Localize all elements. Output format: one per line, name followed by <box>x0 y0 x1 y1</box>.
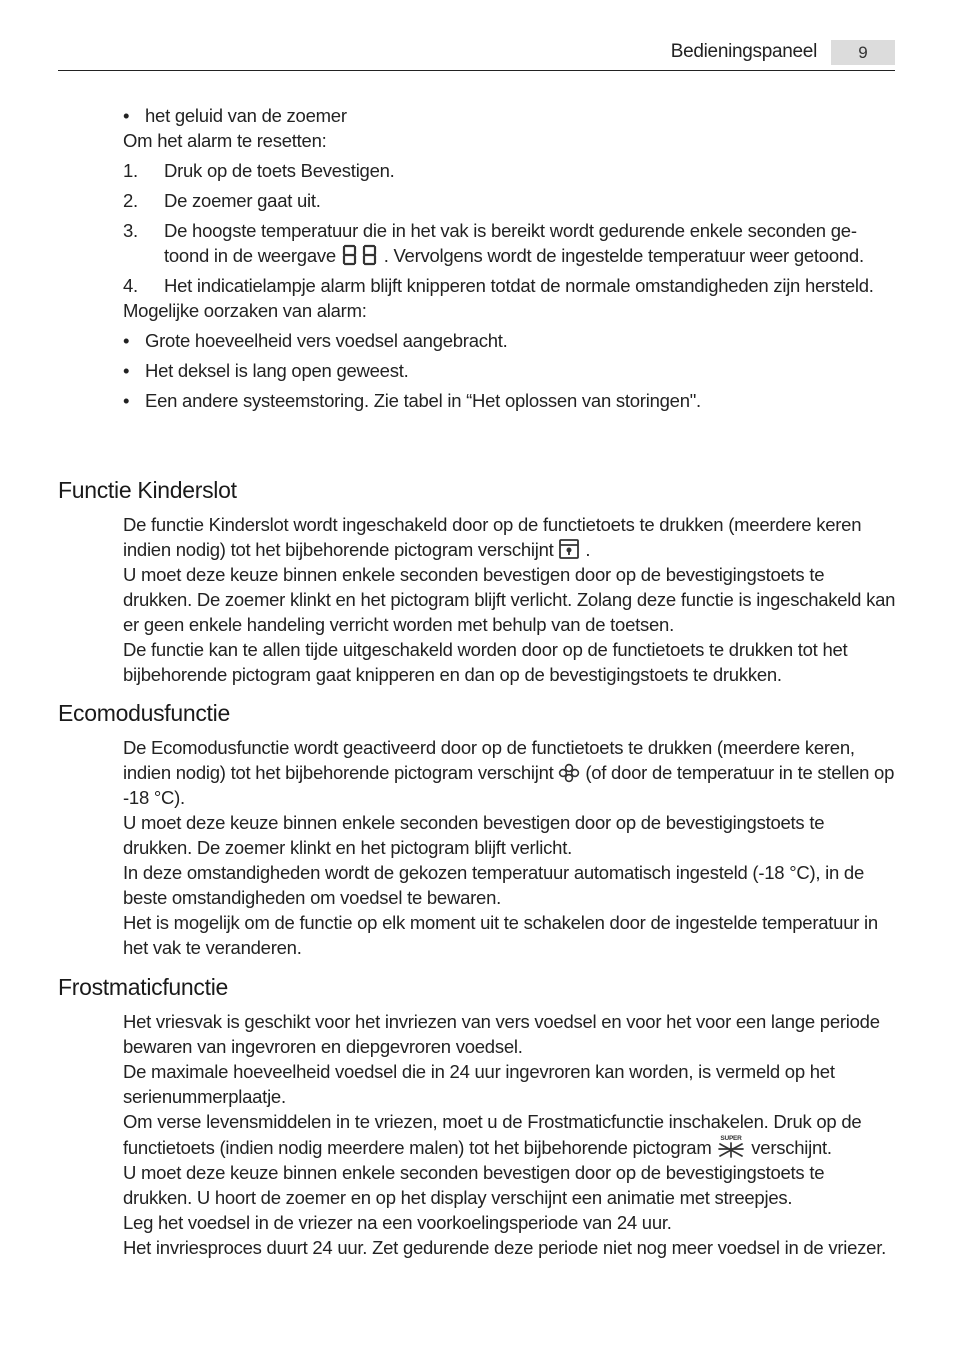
causes-intro: Mogelijke oorzaken van alarm: <box>123 300 367 321</box>
display-88-icon <box>341 244 379 266</box>
step-item <box>123 273 895 298</box>
step-number: 1. <box>123 160 138 181</box>
step-text: De zoemer gaat uit. <box>164 190 321 211</box>
section-title-kinderslot: Functie Kinderslot <box>58 477 237 503</box>
paragraph-text: De functie Kinderslot wordt ingeschakeld door op de functietoets te drukken (meerdere keren indien nodig) tot het bijbehorende pictogram verschijnt <box>123 514 862 560</box>
step-number: 2. <box>123 190 138 211</box>
list-item <box>123 103 895 128</box>
eco-flower-icon <box>558 763 580 783</box>
paragraph-text-end: . <box>585 539 591 560</box>
paragraph <box>123 735 898 810</box>
section-body-ecomodus <box>123 735 898 960</box>
step-text: Druk op de toets Bevestigen. <box>164 160 395 181</box>
section-body-frostmatic <box>123 1009 898 1260</box>
paragraph: Het invriesproces duurt 24 uur. Zet gedurende deze periode niet nog meer voedsel in de vriezer. <box>123 1237 886 1258</box>
list-item-text: het geluid van de zoemer <box>145 105 347 126</box>
step-item <box>123 188 895 213</box>
step-text: Het indicatielampje alarm blijft knipperen totdat de normale omstandigheden zijn hersteld. <box>164 275 874 296</box>
step-number: 4. <box>123 275 138 296</box>
list-item-text: Grote hoeveelheid vers voedsel aangebracht. <box>145 330 508 351</box>
paragraph: U moet deze keuze binnen enkele seconden bevestigen door op de bevestigingstoets te drukken. U hoort de zoemer en op het display verschijnt een animatie met streepjes. <box>123 1162 825 1208</box>
bullet-icon: • <box>123 105 130 126</box>
paragraph: De maximale hoeveelheid voedsel die in 24 uur ingevroren kan worden, is vermeld op het serienummerplaatje. <box>123 1061 835 1107</box>
paragraph: U moet deze keuze binnen enkele seconden bevestigen door op de bevestigingstoets te drukken. De zoemer klinkt en het pictogram blijft verlicht. <box>123 812 825 858</box>
step-item <box>123 158 895 183</box>
step-text: De hoogste temperatuur die in het vak is bereikt wordt gedurende enkele seconden getoond in de weergave <box>164 220 857 266</box>
paragraph: De functie kan te allen tijde uitgeschakeld worden door op de functietoets te drukken tot het bijbehorende pictogram gaat knipperen en dan op de bevestigingstoets te drukken. <box>123 639 848 685</box>
super-label: SUPER <box>720 1135 742 1142</box>
list-item-text: Een andere systeemstoring. Zie tabel in “Het oplossen van storingen". <box>145 390 701 411</box>
bullet-icon: • <box>123 360 130 381</box>
list-item <box>123 328 895 353</box>
paragraph-text-end: verschijnt. <box>751 1137 832 1158</box>
paragraph-text: De Ecomodusfunctie wordt geactiveerd door op de functietoets te drukken (meerdere keren, indien nodig) tot het bijbehorende pictogram verschijnt <box>123 737 855 783</box>
super-freeze-icon <box>716 1134 746 1158</box>
lock-icon <box>558 538 580 560</box>
reset-intro: Om het alarm te resetten: <box>123 130 327 151</box>
paragraph: In deze omstandigheden wordt de gekozen temperatuur automatisch ingesteld (-18 °C), in de beste omstandigheden om voedsel te bewaren. <box>123 862 865 908</box>
section-title-frostmatic: Frostmaticfunctie <box>58 974 229 1000</box>
page-number: 9 <box>831 40 895 65</box>
list-item <box>123 358 895 383</box>
bullet-icon: • <box>123 390 130 411</box>
bullet-icon: • <box>123 330 130 351</box>
paragraph: Leg het voedsel in de vriezer na een voorkoelingsperiode van 24 uur. <box>123 1212 672 1233</box>
section-title-ecomodus: Ecomodusfunctie <box>58 700 230 726</box>
section-body-kinderslot <box>123 512 898 687</box>
alarm-section <box>123 103 895 413</box>
paragraph: U moet deze keuze binnen enkele seconden bevestigen door op de bevestigingstoets te drukken. De zoemer klinkt en het pictogram blijft verlicht. Zolang deze functie is ingeschakeld kan er geen enkele handeling verricht worden met behulp van de toetsen. <box>123 564 896 635</box>
paragraph: Het is mogelijk om de functie op elk moment uit te schakelen door de ingestelde temperatuur in het vak te veranderen. <box>123 912 878 958</box>
header-divider <box>58 70 895 71</box>
list-item-text: Het deksel is lang open geweest. <box>145 360 409 381</box>
step-number: 3. <box>123 220 138 241</box>
paragraph-text-end: (of door de temperatuur in te stellen op -18 °C). <box>123 762 895 808</box>
paragraph <box>123 1109 898 1160</box>
paragraph: Het vriesvak is geschikt voor het invriezen van vers voedsel en voor het voor een lange periode bewaren van ingevroren en diepgevroren voedsel. <box>123 1011 880 1057</box>
list-item <box>123 388 895 413</box>
step-text-continued: . Vervolgens wordt de ingestelde temperatuur weer getoond. <box>383 245 864 266</box>
step-item <box>123 218 895 268</box>
paragraph <box>123 512 898 562</box>
page-header-title: Bedieningspaneel <box>670 41 817 62</box>
paragraph-text: Om verse levensmiddelen in te vriezen, moet u de Frostmaticfunctie inschakelen. Druk op de functietoets (indien nodig meerdere malen) tot het bijbehorende pictogram <box>123 1111 862 1158</box>
